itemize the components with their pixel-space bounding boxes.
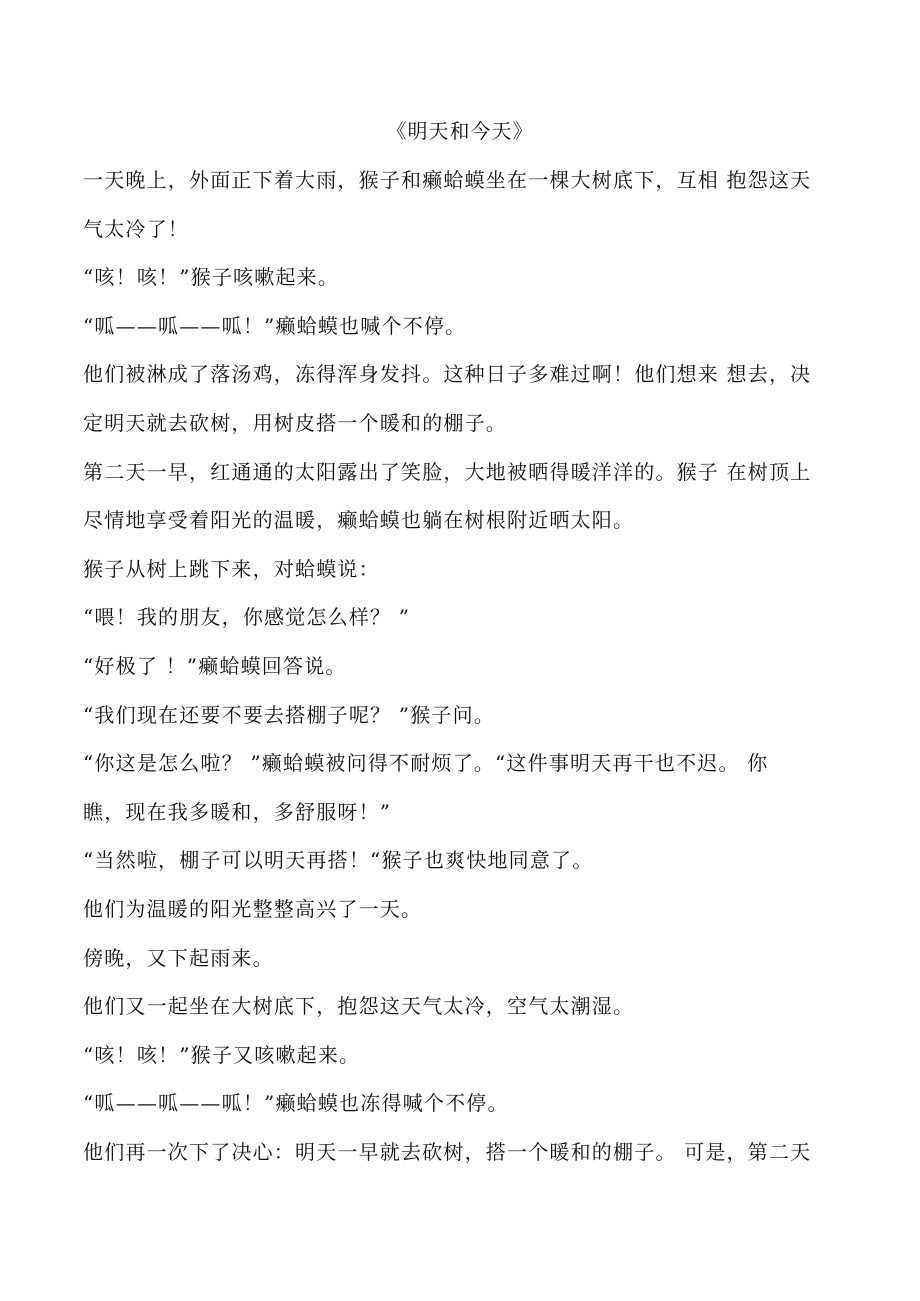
text-line-10: “喂！我的朋友，你感觉怎么样？ ”	[83, 605, 411, 630]
document-body	[83, 164, 843, 1184]
text-line-15: “当然啦，棚子可以明天再搭！“猴子也爽快地同意了。	[83, 848, 594, 873]
text-line-9: 猴子从树上跳下来，对蛤蟆说：	[83, 556, 380, 581]
text-line-6: 定明天就去砍树，用树皮搭一个暖和的棚子。	[83, 410, 507, 435]
text-line-19: “咳！咳！”猴子又咳嗽起来。	[83, 1042, 361, 1067]
text-line-7: 第二天一早，红通通的太阳露出了笑脸，大地被晒得暖洋洋的。猴子 在树顶上	[83, 459, 812, 484]
text-line-1: 一天晚上，外面正下着大雨，猴子和癞蛤蟆坐在一棵大树底下，互相 抱怨这天	[83, 168, 812, 192]
text-line-3: “咳！咳！”猴子咳嗽起来。	[83, 265, 340, 290]
document-title: 《明天和今天》	[386, 119, 534, 143]
text-line-4: “呱——呱——呱！”癞蛤蟆也喊个不停。	[83, 313, 467, 338]
text-line-17: 傍晚，又下起雨来。	[83, 945, 274, 970]
text-line-8: 尽情地享受着阳光的温暖，癞蛤蟆也躺在树根附近晒太阳。	[83, 508, 635, 533]
text-line-16: 他们为温暖的阳光整整高兴了一天。	[83, 896, 423, 921]
text-line-12: “我们现在还要不要去搭棚子呢？ ”猴子问。	[83, 702, 496, 727]
text-line-14: 瞧，现在我多暖和，多舒服呀！”	[83, 799, 392, 824]
text-line-18: 他们又一起坐在大树底下，抱怨这天气太冷，空气太潮湿。	[83, 994, 635, 1019]
text-line-5: 他们被淋成了落汤鸡，冻得浑身发抖。这种日子多难过啊！他们想来 想去，决	[83, 362, 812, 387]
text-line-11: “好极了 ！”癞蛤蟆回答说。	[83, 653, 347, 678]
text-line-21: 他们再一次下了决心：明天一早就去砍树，搭一个暖和的棚子。 可是，第二天	[83, 1139, 812, 1164]
text-line-2: 气太冷了！	[83, 216, 189, 241]
text-line-20: “呱——呱——呱！”癞蛤蟆也冻得喊个不停。	[83, 1091, 509, 1116]
text-line-13: “你这是怎么啦？ ”癞蛤蟆被问得不耐烦了。“这件事明天再干也不迟。 你	[83, 751, 769, 776]
